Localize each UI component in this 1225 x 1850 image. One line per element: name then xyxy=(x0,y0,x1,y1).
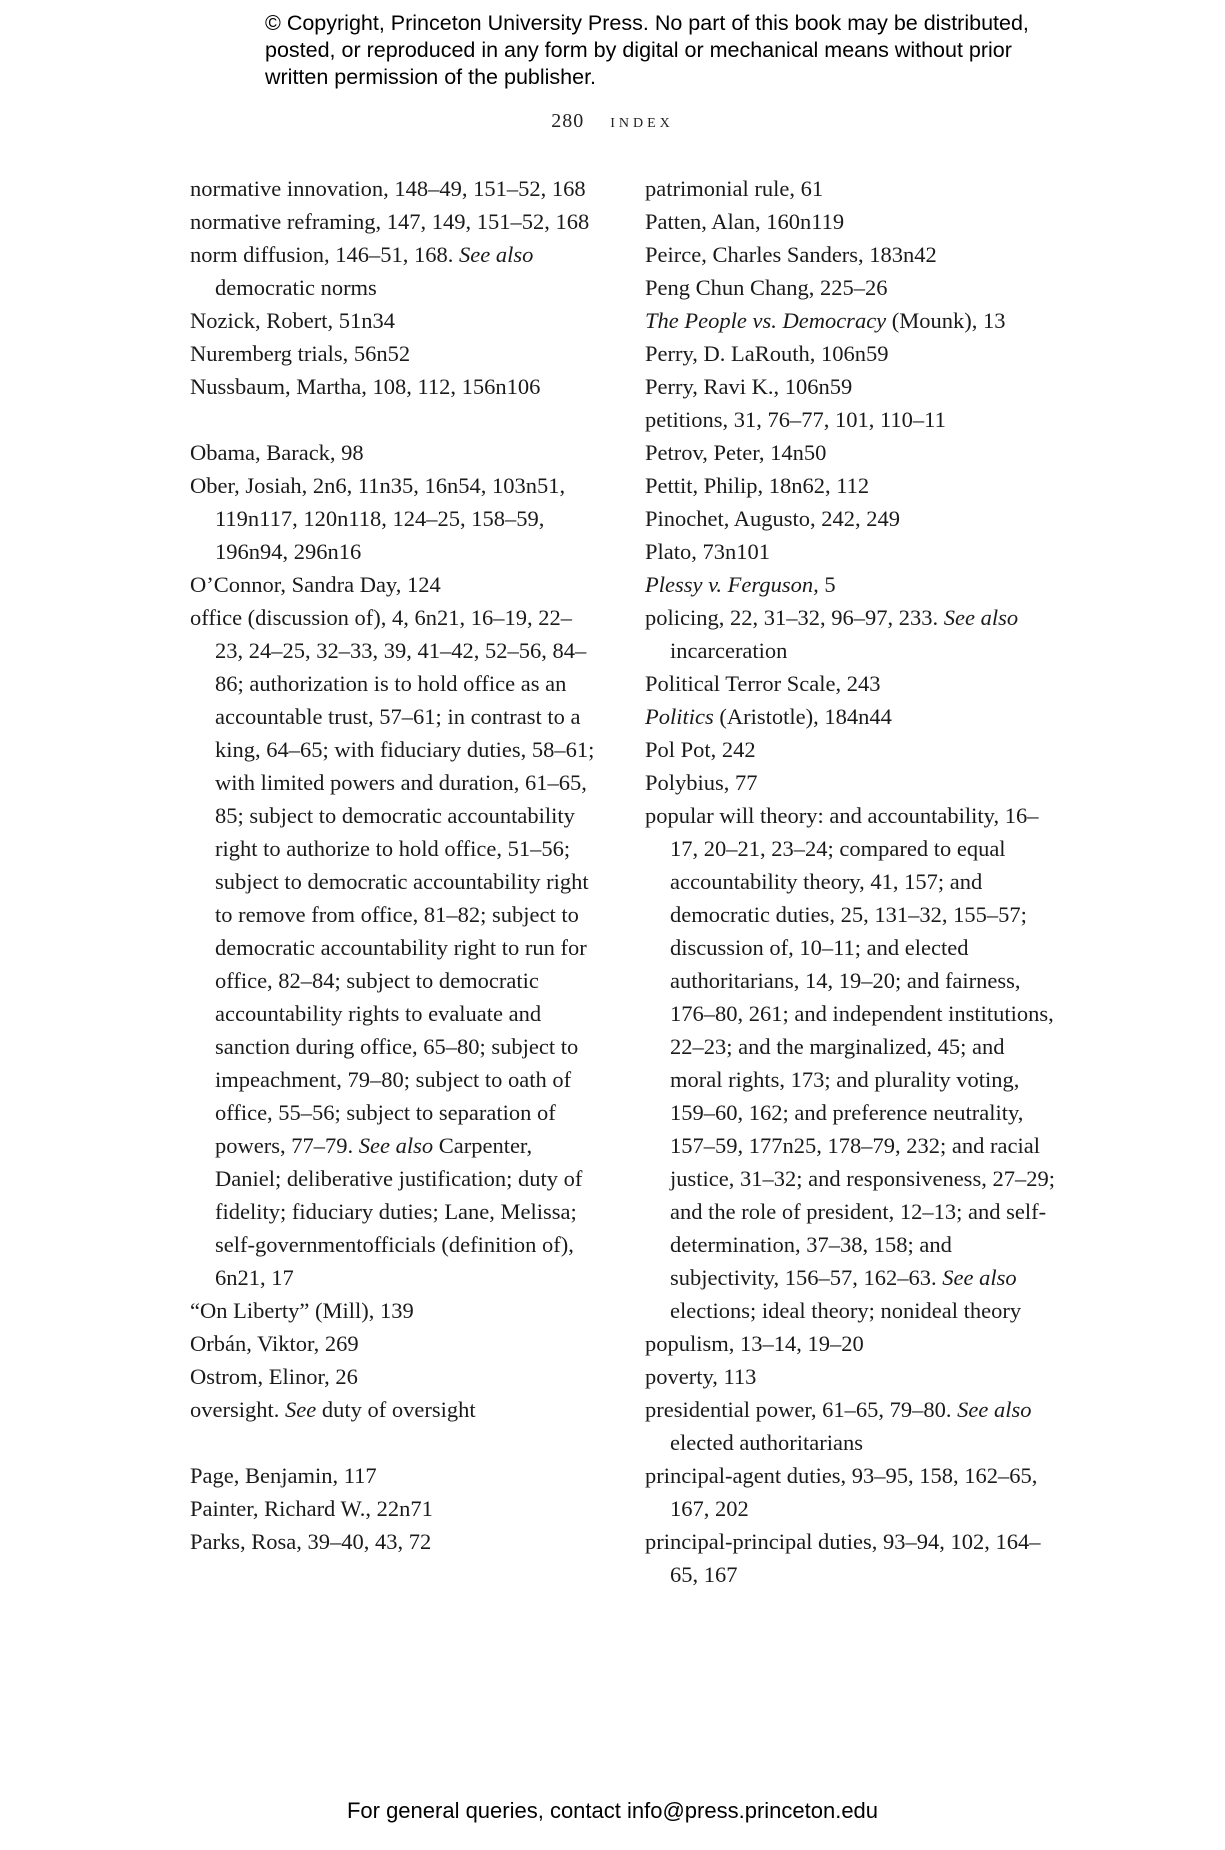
index-entry xyxy=(645,238,1055,271)
entry-text: principal-principal duties, 93–94, 102, 164–65, 167 xyxy=(645,1529,1041,1587)
entry-text: petitions, 31, 76–77, 101, 110–11 xyxy=(645,407,946,432)
index-entry xyxy=(645,172,1055,205)
entry-text: elections; ideal theory; nonideal theory xyxy=(670,1298,1022,1323)
entry-text: Polybius, 77 xyxy=(645,770,758,795)
running-title: index xyxy=(610,110,674,132)
entry-text-italic: Plessy v. Ferguson, xyxy=(645,572,819,597)
entry-text: Nozick, Robert, 51n34 xyxy=(190,308,395,333)
letter-group-gap xyxy=(190,403,600,436)
index-column-right xyxy=(645,172,1055,1591)
index-entry xyxy=(190,1459,600,1492)
index-entry xyxy=(645,1360,1055,1393)
index-entry xyxy=(190,370,600,403)
entry-text: policing, 22, 31–32, 96–97, 233. xyxy=(645,605,944,630)
index-entry xyxy=(645,271,1055,304)
entry-text-italic: See also xyxy=(358,1133,434,1158)
entry-text: 5 xyxy=(818,572,836,597)
index-entry xyxy=(645,667,1055,700)
entry-text: “On Liberty” (Mill), 139 xyxy=(190,1298,414,1323)
entry-text: principal-agent duties, 93–95, 158, 162–65, 167, 202 xyxy=(645,1463,1038,1521)
entry-text: (Mounk), 13 xyxy=(886,308,1006,333)
entry-text: populism, 13–14, 19–20 xyxy=(645,1331,864,1356)
entry-text: Political Terror Scale, 243 xyxy=(645,671,881,696)
entry-text: presidential power, 61–65, 79–80. xyxy=(645,1397,958,1422)
index-entry xyxy=(190,436,600,469)
entry-text-italic: The People vs. Democracy xyxy=(645,308,887,333)
entry-text: elected authoritarians xyxy=(670,1430,864,1455)
index-entry xyxy=(645,1459,1055,1525)
page-number: 280 xyxy=(551,110,585,132)
index-entry xyxy=(645,733,1055,766)
index-entry xyxy=(645,535,1055,568)
index-entry xyxy=(645,502,1055,535)
index-entry xyxy=(645,766,1055,799)
entry-text-italic: See also xyxy=(943,605,1019,630)
entry-text: patrimonial rule, 61 xyxy=(645,176,824,201)
index-entry xyxy=(190,469,600,568)
entry-text-italic: See also xyxy=(458,242,534,267)
entry-text: Petrov, Peter, 14n50 xyxy=(645,440,827,465)
entry-text: incarceration xyxy=(670,638,788,663)
index-entry xyxy=(645,469,1055,502)
entry-text: office (discussion of), 4, 6n21, 16–19, 22–23, 24–25, 32–33, 39, 41–42, 52–56, 84–86; authorization is to hold office as an accountable trust, 57–61; in contrast to a king, 64–65; with fiduciary duties, 58–61; with limited powers and duration, 61–65, 85; subject to democratic accountability right to authorize to hold office, 51–56; subject to democratic accountability right to remove from office, 81–82; subject to democratic accountability right to run for office, 82–84; subject to democratic accountability rights to evaluate and sanction during office, 65–80; subject to impeachment, 79–80; subject to oath of office, 55–56; subject to separation of powers, 77–79. xyxy=(190,605,595,1158)
entry-text: duty of oversight xyxy=(316,1397,476,1422)
entry-text: Nussbaum, Martha, 108, 112, 156n106 xyxy=(190,374,541,399)
index-entry xyxy=(190,304,600,337)
entry-text: Orbán, Viktor, 269 xyxy=(190,1331,359,1356)
entry-text: Perry, D. LaRouth, 106n59 xyxy=(645,341,889,366)
index-entry xyxy=(190,337,600,370)
entry-text: O’Connor, Sandra Day, 124 xyxy=(190,572,441,597)
entry-text: (Aristotle), 184n44 xyxy=(713,704,892,729)
entry-text: Pol Pot, 242 xyxy=(645,737,756,762)
index-entry xyxy=(190,172,600,205)
entry-text: norm diffusion, 146–51, 168. xyxy=(190,242,459,267)
entry-text: Ober, Josiah, 2n6, 11n35, 16n54, 103n51, 119n117, 120n118, 124–25, 158–59, 196n94, 296n16 xyxy=(190,473,566,564)
entry-text-italic: Politics xyxy=(645,704,714,729)
index-entry xyxy=(190,601,600,1294)
running-head xyxy=(0,110,1225,133)
index-entry xyxy=(190,1525,600,1558)
letter-group-gap xyxy=(190,1426,600,1459)
entry-text: Plato, 73n101 xyxy=(645,539,771,564)
entry-text-italic: See also xyxy=(942,1265,1017,1290)
entry-text: Parks, Rosa, 39–40, 43, 72 xyxy=(190,1529,432,1554)
entry-text: Peng Chun Chang, 225–26 xyxy=(645,275,888,300)
index-entry xyxy=(645,205,1055,238)
entry-text: normative innovation, 148–49, 151–52, 168 xyxy=(190,176,586,201)
index-entry xyxy=(190,1327,600,1360)
index-entry xyxy=(645,370,1055,403)
index-entry xyxy=(645,799,1055,1327)
index-entry xyxy=(190,1393,600,1426)
footer-contact: For general queries, contact info@press.princeton.edu xyxy=(346,1798,879,1823)
entry-text: Ostrom, Elinor, 26 xyxy=(190,1364,358,1389)
index-entry xyxy=(645,700,1055,733)
index-entry xyxy=(190,1492,600,1525)
index-entry xyxy=(190,238,600,304)
entry-text: Pettit, Philip, 18n62, 112 xyxy=(645,473,870,498)
entry-text-italic: See also xyxy=(957,1397,1032,1422)
index-entry xyxy=(645,601,1055,667)
index-entry xyxy=(645,403,1055,436)
index-entry xyxy=(645,337,1055,370)
entry-text: democratic norms xyxy=(215,275,377,300)
index-entry xyxy=(190,1360,600,1393)
index-entry xyxy=(645,568,1055,601)
entry-text: Peirce, Charles Sanders, 183n42 xyxy=(645,242,937,267)
entry-text: Perry, Ravi K., 106n59 xyxy=(645,374,853,399)
entry-text: Patten, Alan, 160n119 xyxy=(645,209,845,234)
entry-text: poverty, 113 xyxy=(645,1364,757,1389)
entry-text: Nuremberg trials, 56n52 xyxy=(190,341,411,366)
index-entry xyxy=(190,1294,600,1327)
index-entry xyxy=(645,1327,1055,1360)
entry-text: oversight. xyxy=(190,1397,285,1422)
index-entry xyxy=(190,568,600,601)
index-column-left xyxy=(190,172,600,1558)
entry-text: Carpenter, Daniel; deliberative justification; duty of fidelity; fiduciary duties; Lane, Melissa; self-governmentofficials (definition of), 6n21, 17 xyxy=(215,1133,583,1290)
index-entry xyxy=(645,436,1055,469)
entry-text: normative reframing, 147, 149, 151–52, 168 xyxy=(190,209,590,234)
copyright-notice: © Copyright, Princeton University Press. No part of this book may be distributed, posted, or reproduced in any form by digital or mechanical means without prior written permission of the publisher. xyxy=(265,11,1029,89)
entry-text-italic: See xyxy=(285,1397,317,1422)
entry-text: Painter, Richard W., 22n71 xyxy=(190,1496,433,1521)
entry-text: Obama, Barack, 98 xyxy=(190,440,364,465)
index-entry xyxy=(645,1393,1055,1459)
index-entry xyxy=(645,304,1055,337)
entry-text: Page, Benjamin, 117 xyxy=(190,1463,377,1488)
entry-text: popular will theory: and accountability, 16–17, 20–21, 23–24; compared to equal accountability theory, 41, 157; and democratic duties, 25, 131–32, 155–57; discussion of, 10–11; and elected authoritarians, 14, 19–20; and fairness, 176–80, 261; and independent institutions, 22–23; and the marginalized, 45; and moral rights, 173; and plurality voting, 159–60, 162; and preference neutrality, 157–59, 177n25, 178–79, 232; and racial justice, 31–32; and responsiveness, 27–29; and the role of president, 12–13; and self-determination, 37–38, 158; and subjectivity, 156–57, 162–63. xyxy=(645,803,1055,1290)
index-entry xyxy=(190,205,600,238)
index-entry xyxy=(645,1525,1055,1591)
entry-text: Pinochet, Augusto, 242, 249 xyxy=(645,506,901,531)
